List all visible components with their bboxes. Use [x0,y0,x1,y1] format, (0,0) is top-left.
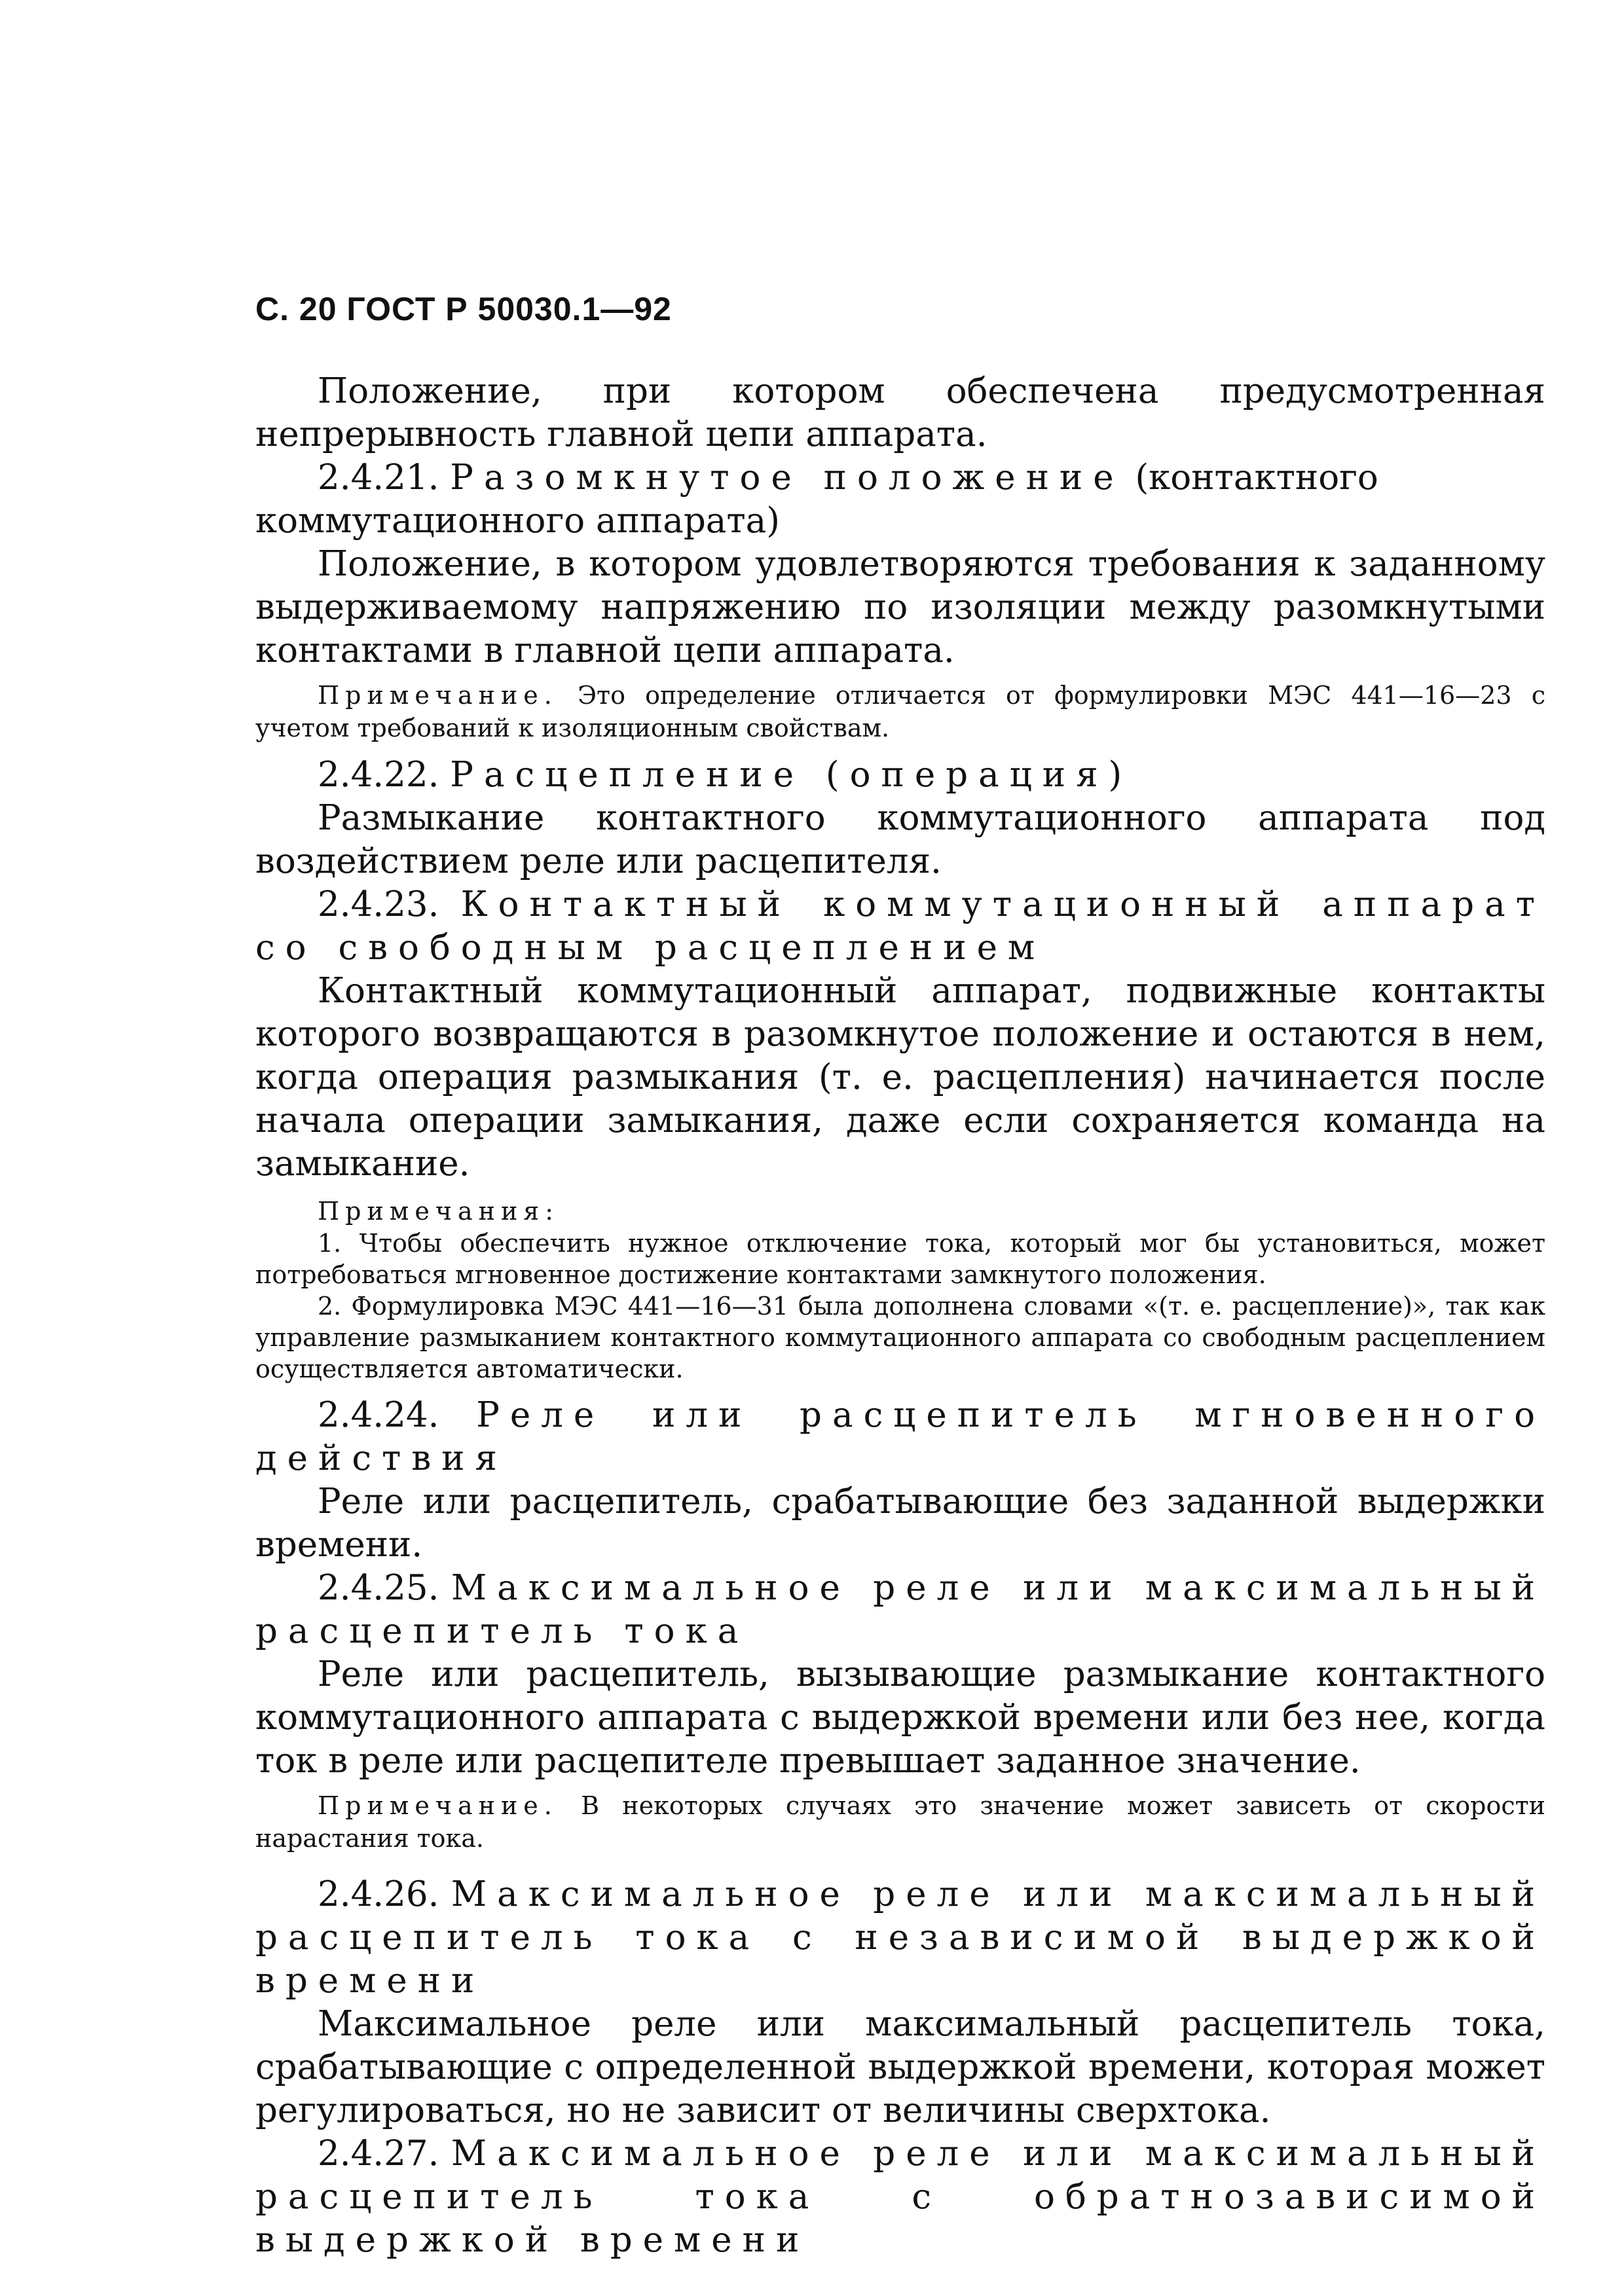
page-header: С. 20 ГОСТ Р 50030.1—92 [255,291,672,327]
note-2-4-21 [255,679,1545,744]
term-title: Максимальное реле или максимальный расцепитель тока [255,1568,1545,1651]
term-title: Максимальное реле или максимальный расцепитель тока с обратнозависимой выдержкой времени [255,2134,1545,2260]
term-title: Реле или расцепитель мгновенного действия [255,1395,1545,1478]
definition-2-4-22: Размыкание контактного коммутационного аппарата под воздействием реле или расцепителя. [255,798,1545,881]
note-text: Это определение отличается от формулировки МЭС 441—16—23 с учетом требований к изоляционным свойствам. [255,681,1545,742]
term-2-4-24 [255,1394,1545,1480]
clause-number: 2.4.23. [318,884,439,924]
definition-2-4-21: Положение, в котором удовлетворяются требования к заданному выдерживаемому напряжению по изоляции между разомкнутыми контактами в главной цепи аппарата. [255,544,1545,670]
note-2-4-25 [255,1789,1545,1855]
definition-2-4-26: Максимальное реле или максимальный расцепитель тока, срабатывающие с определенной выдержкой времени, которая может регулироваться, но не зависит от величины сверхтока. [255,2004,1545,2130]
clause-number: 2.4.25. [318,1568,439,1608]
clause-number: 2.4.24. [318,1395,439,1435]
clause-number: 2.4.22. [318,755,439,795]
clause-number: 2.4.27. [318,2134,439,2174]
term-2-4-22 [255,754,1545,797]
term-2-4-21 [255,456,1545,543]
intro-paragraph: Положение, при котором обеспечена предусмотренная непрерывность главной цепи аппарата. [255,371,1545,454]
term-2-4-25 [255,1567,1545,1653]
term-title: Расцепление (операция) [450,755,1133,795]
clause-number: 2.4.26. [318,1874,439,1914]
document-body [255,370,1545,2262]
definition-2-4-23: Контактный коммутационный аппарат, подвижные контакты которого возвращаются в разомкнутое положение и остаются в нем, когда операция размыкания (т. е. расцепления) начинается после начала операции замыкания, даже если сохраняется команда на замыкание. [255,971,1545,1184]
note-item-2: 2. Формулировка МЭС 441—16—31 была дополнена словами «(т. е. расцепление)», так как управление размыканием контактного коммутационного аппарата со свободным расцеплением осуществляется автоматически. [255,1292,1545,1383]
clause-number: 2.4.21. [318,458,439,498]
term-title: Разомкнутое положение [450,458,1124,498]
term-2-4-27 [255,2132,1545,2262]
notes-label: Примечания: [318,1197,560,1226]
definition-2-4-24: Реле или расцепитель, срабатывающие без заданной выдержки времени. [255,1482,1545,1565]
term-2-4-26 [255,1873,1545,2003]
term-2-4-23 [255,883,1545,970]
note-label: Примечание. [318,681,558,710]
note-label: Примечание. [318,1791,558,1820]
term-title: Контактный коммутационный аппарат со свободным расцеплением [255,884,1545,968]
note-text: В некоторых случаях это значение может зависеть от скорости нарастания тока. [255,1791,1545,1853]
term-title: Максимальное реле или максимальный расцепитель тока с независимой выдержкой времени [255,1874,1545,2001]
note-item-1: 1. Чтобы обеспечить нужное отключение тока, который мог бы установиться, может потребоваться мгновенное достижение контактами замкнутого положения. [255,1229,1545,1289]
definition-2-4-25: Реле или расцепитель, вызывающие размыкание контактного коммутационного аппарата с выдержкой времени или без нее, когда ток в реле или расцепителе превышает заданное значение. [255,1654,1545,1781]
term-qualifier: (контактного коммутационного аппарата) [255,458,1378,541]
